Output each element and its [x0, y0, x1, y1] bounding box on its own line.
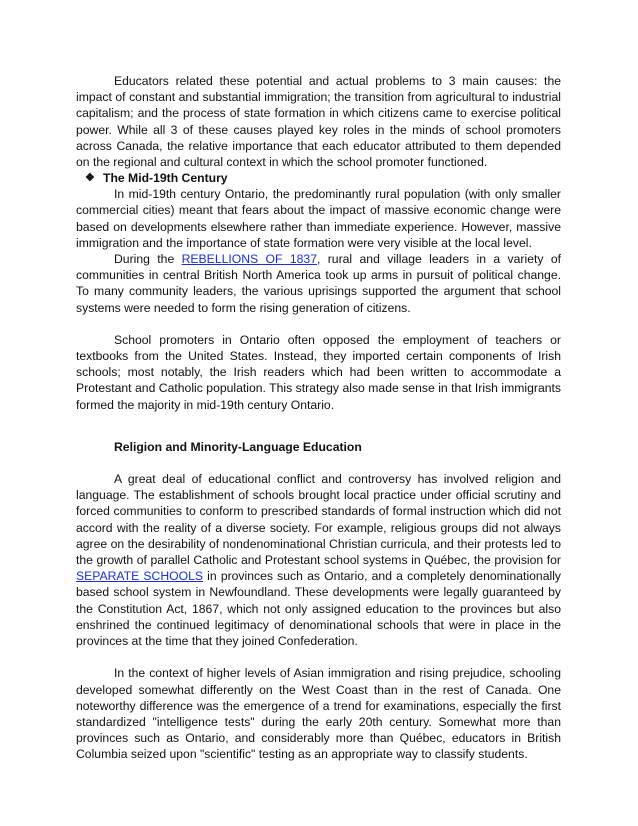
spacer [76, 316, 561, 332]
link-rebellions-1837[interactable]: REBELLIONS OF 1837 [181, 252, 317, 267]
spacer [76, 649, 561, 665]
text-segment: , rural and village leaders in a variety of communities in central British North America took up arms in pursuit of political change. To many community leaders, the various uprisings supported the argument that school systems were needed to form the rising generation of citizens. [76, 252, 562, 315]
paragraph-causes: Educators related these potential and actual problems to 3 main causes: the impact of constant and substantial immigration; the transition from agricultural to industrial capitalism; and the process of state formation in which citizens came to exercise political power. While all 3 of these causes played key roles in the minds of school promoters across Canada, the relative importance that each educator attributed to them depended on the regional and cultural context in which the school promoter functioned. [76, 74, 561, 170]
text-segment: A great deal of educational conflict and controversy has involved religion and language. The establishment of schools brought local practice under official scrutiny and forced communities to conform to prescribed standards of formal instruction which did not accord with the reality of a diverse society. For example, religious groups did not always agree on the desirability of nondenominational Christian curricula, and their protests led to the growth of parallel Catholic and Protestant school systems in Québec, the provision for [76, 472, 561, 568]
paragraph-rebellions [76, 251, 561, 316]
heading-text: The Mid-19th Century [103, 171, 228, 186]
diamond-bullet-icon: ❖ [85, 172, 95, 185]
paragraph-west-coast: In the context of higher levels of Asian immigration and rising prejudice, schooling developed somewhat differently on the West Coast than in the rest of Canada. One noteworthy difference was the emergence of a trend for examinations, especially the first standardized "intelligence tests" during the early 20th century. Somewhat more than provinces such as Ontario, and considerably more than Québec, educators in British Columbia seized upon "scientific" testing as an appropriate way to classify students. [76, 666, 561, 762]
spacer [76, 413, 561, 439]
text-segment: in provinces such as Ontario, and a completely denominationally based school system in Newfoundland. These developments were legally guaranteed by the Constitution Act, 1867, which not only assigned education to the provinces but also enshrined the continued legitimacy of denominational schools that were in place in the provinces at the time that they joined Confederation. [76, 569, 561, 649]
paragraph-ontario-rural: In mid-19th century Ontario, the predominantly rural population (with only smaller commercial cities) meant that fears about the impact of massive economic change were based on developments elsewhere rather than immediate experience. However, massive immigration and the importance of state formation were very visible at the local level. [76, 187, 561, 250]
spacer [76, 455, 561, 471]
section-heading-religion: Religion and Minority-Language Education [114, 439, 362, 454]
link-separate-schools[interactable]: SEPARATE SCHOOLS [76, 569, 203, 584]
paragraph-school-promoters: School promoters in Ontario often opposed the employment of teachers or textbooks from the United States. Instead, they imported certain components of Irish schools; most notably, the Irish readers which had been written to accommodate a Protestant and Catholic population. This strategy also made sense in that Irish immigrants formed the majority in mid-19th century Ontario. [76, 332, 561, 412]
section-heading-mid-19th [85, 170, 561, 186]
paragraph-religion-language [76, 471, 561, 649]
text-segment: During the [114, 252, 182, 267]
